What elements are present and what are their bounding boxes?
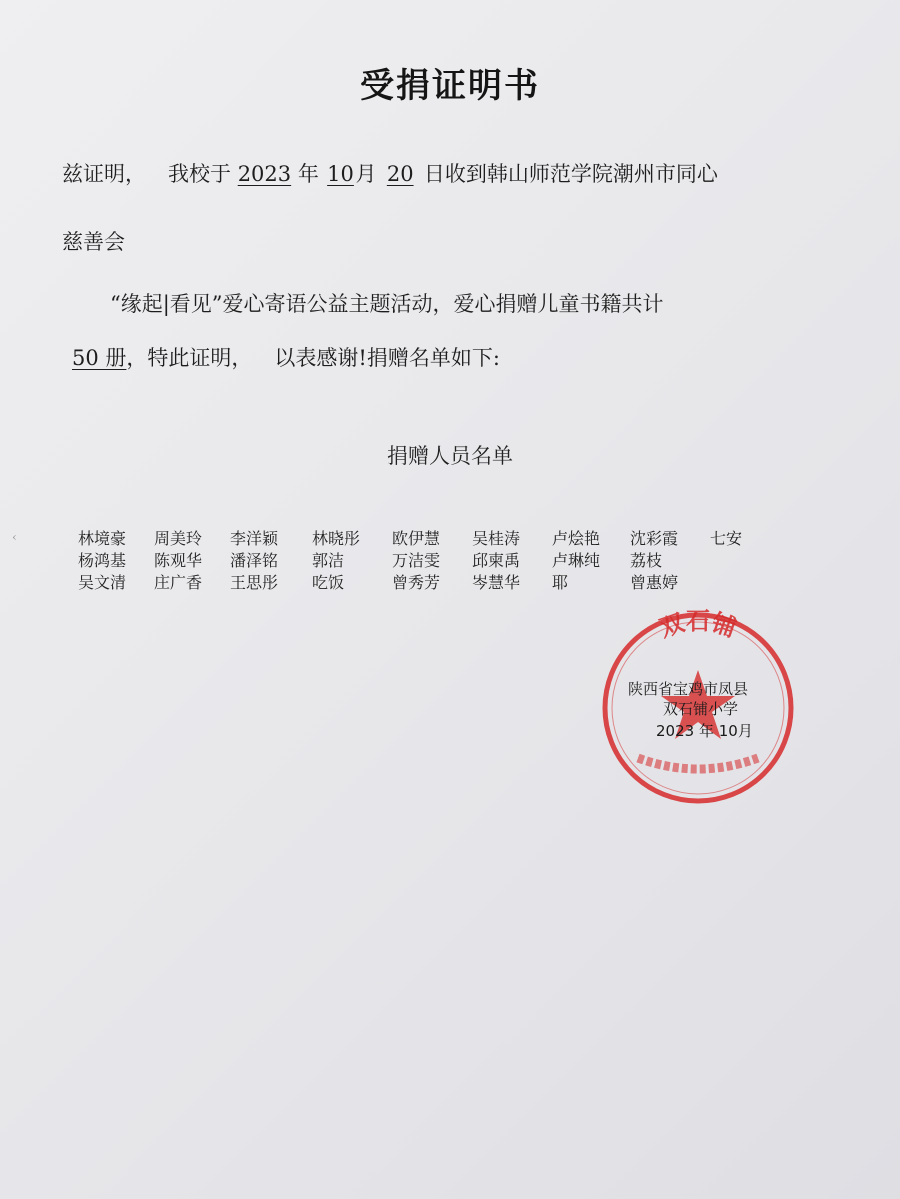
paragraph-line-2: 慈善会 bbox=[62, 230, 125, 254]
donor-name: 沈彩霞 bbox=[630, 529, 679, 548]
donor-name: 潘泽铭 bbox=[230, 551, 279, 570]
signature-month: 10 bbox=[718, 722, 738, 740]
donor-name: 卢烩艳 bbox=[552, 529, 601, 548]
date-year-unit: 年 bbox=[297, 162, 319, 186]
donor-name: 王思彤 bbox=[230, 573, 279, 592]
donor-name: 吴桂涛 bbox=[472, 529, 521, 548]
school-phrase: 我校于 bbox=[168, 162, 231, 186]
signature-year: 2023 bbox=[656, 722, 695, 740]
donor-name: 吃饭 bbox=[312, 573, 345, 592]
donor-organization: 日收到韩山师范学院潮州市同心 bbox=[423, 162, 718, 186]
signature-date bbox=[656, 720, 753, 741]
book-count: 50 册 bbox=[72, 346, 127, 370]
donor-name: 卢琳纯 bbox=[552, 551, 601, 570]
donor-name: 七安 bbox=[710, 529, 743, 548]
edge-mark: ‹ bbox=[12, 530, 17, 544]
donor-name: 岑慧华 bbox=[472, 573, 521, 592]
signature-org-line-1: 陕西省宝鸡市凤县 bbox=[628, 680, 749, 698]
paragraph-line-3: “缘起|看见”爱心寄语公益主题活动，爱心捐赠儿童书籍共计 bbox=[110, 292, 664, 316]
donor-name: 李洋颖 bbox=[230, 529, 279, 548]
paragraph-line-1 bbox=[62, 158, 718, 188]
donor-name: 吴文清 bbox=[78, 573, 127, 592]
donor-name: 曾秀芳 bbox=[392, 573, 441, 592]
certify-phrase: ，特此证明， bbox=[126, 346, 253, 370]
document-title: 受捐证明书 bbox=[360, 66, 540, 106]
certify-prefix: 兹证明， bbox=[62, 162, 146, 186]
donor-name: 邱柬禹 bbox=[472, 551, 521, 570]
donor-name: 耶 bbox=[552, 573, 569, 592]
donor-name: 周美玲 bbox=[154, 529, 203, 548]
signature-month-unit: 月 bbox=[737, 722, 753, 740]
donor-name: 曾惠婷 bbox=[630, 573, 679, 592]
date-year: 2023 bbox=[237, 162, 292, 186]
date-month-unit: 月 bbox=[355, 162, 377, 186]
donor-name: 欧伊慧 bbox=[392, 529, 441, 548]
donor-name: 万洁雯 bbox=[392, 551, 441, 570]
donor-name: 林晓彤 bbox=[312, 529, 361, 548]
paragraph-line-4 bbox=[72, 342, 500, 372]
donor-name: 杨鸿基 bbox=[78, 551, 127, 570]
donor-name: 庄广香 bbox=[154, 573, 203, 592]
donor-name: 郭洁 bbox=[312, 551, 345, 570]
donor-list-title: 捐赠人员名单 bbox=[387, 444, 513, 468]
donor-name: 林境豪 bbox=[78, 529, 127, 548]
signature-org-line-2: 双石铺小学 bbox=[663, 700, 739, 718]
signature-year-unit: 年 bbox=[698, 722, 714, 740]
thanks-phrase: 以表感谢!捐赠名单如下: bbox=[274, 346, 500, 370]
seal-lettering: 双石铺 bbox=[656, 608, 740, 643]
donor-name: 荔枝 bbox=[630, 551, 663, 570]
date-month: 10 bbox=[327, 162, 354, 186]
date-day: 20 bbox=[386, 162, 414, 186]
donor-name: 陈观华 bbox=[154, 551, 203, 570]
